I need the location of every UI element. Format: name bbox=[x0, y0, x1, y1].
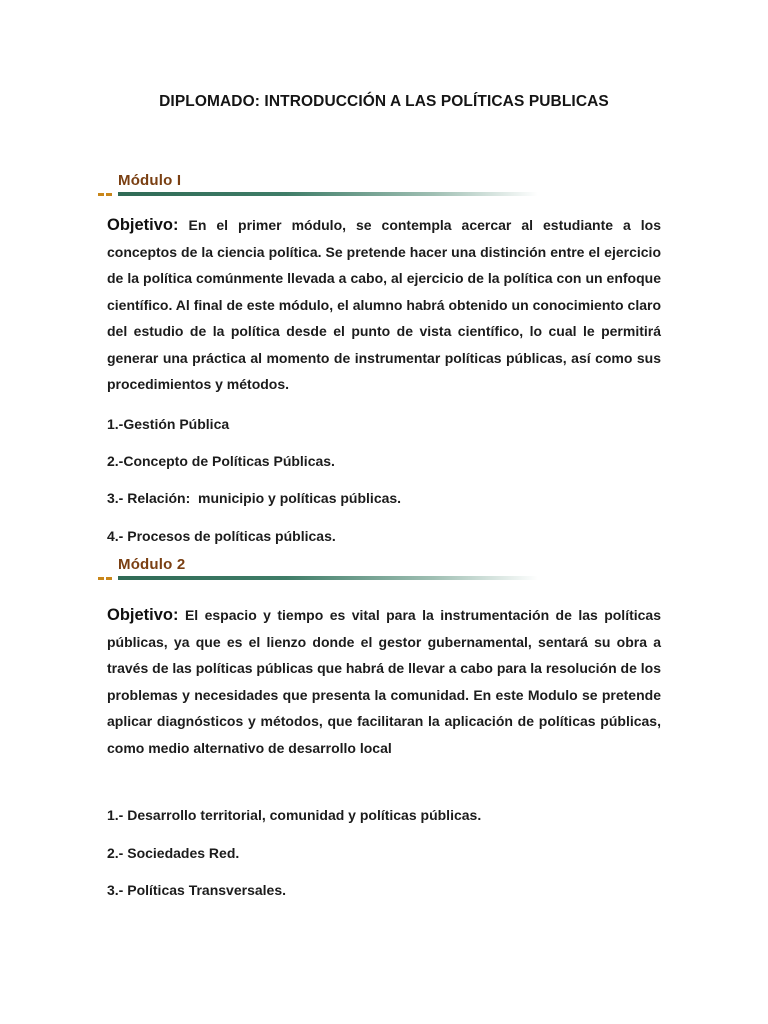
module-2-item: 2.- Sociedades Red. bbox=[107, 845, 240, 861]
module-1-objective-text: En el primer módulo, se contempla acercar al estudiante a los conceptos de la ciencia política. Se pretende hacer una distinción entre el ejercicio de la política comúnmente llevada a cabo, al ejercicio de la política con un enfoque científico. Al final de este módulo, el alumno habrá obtenido un conocimiento claro del estudio de la política desde el punto de vista científico, lo cual le permitirá generar una práctica al momento de instrumentar políticas públicas, así como sus procedimientos y métodos. bbox=[107, 217, 661, 392]
module-2-item: 1.- Desarrollo territorial, comunidad y políticas públicas. bbox=[107, 807, 482, 823]
module-2-objective-label: Objetivo: bbox=[107, 606, 179, 624]
module-1-header bbox=[98, 172, 548, 198]
module-1-item: 1.-Gestión Pública bbox=[107, 416, 230, 432]
module-2-objective-text: El espacio y tiempo es vital para la instrumentación de las políticas públicas, ya que es el lienzo donde el gestor gubernamental, sentará su obra a través de las políticas públicas que habrá de llevar a cabo para la resolución de los problemas y necesidades que presenta la comunidad. En este Modulo se pretende aplicar diagnósticos y métodos, que facilitaran la aplicación de políticas públicas, como medio alternativo de desarrollo local bbox=[107, 607, 661, 756]
module-2-item: 3.- Políticas Transversales. bbox=[107, 882, 286, 898]
module-1-dash-icon bbox=[98, 193, 112, 196]
module-1-item: 2.-Concepto de Políticas Públicas. bbox=[107, 453, 335, 469]
document-title: DIPLOMADO: INTRODUCCIÓN A LAS POLÍTICAS PUBLICAS bbox=[159, 93, 609, 110]
module-1-item: 3.- Relación: municipio y políticas públicas. bbox=[107, 490, 402, 506]
module-2-header bbox=[98, 556, 548, 582]
module-2-header-rule bbox=[118, 576, 538, 580]
module-1-header-label: Módulo I bbox=[118, 172, 182, 189]
module-1-item: 4.- Procesos de políticas públicas. bbox=[107, 528, 336, 544]
module-1-objective-label: Objetivo: bbox=[107, 216, 179, 234]
module-2-objective bbox=[107, 602, 661, 761]
module-2-dash-icon bbox=[98, 577, 112, 580]
module-2-header-label: Módulo 2 bbox=[118, 556, 186, 573]
module-1-header-rule bbox=[118, 192, 538, 196]
module-1-objective bbox=[107, 212, 661, 398]
